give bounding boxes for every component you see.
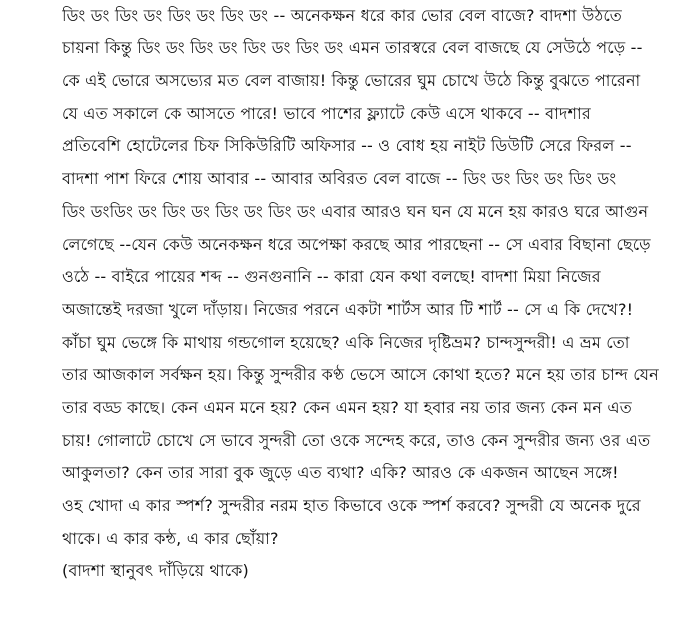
text-line-11: কাঁচা ঘুম ভেঙ্গে কি মাথায় গন্ডগোল হয়েছে? একি নিজের দৃষ্টিভ্রম? চান্দসুন্দরী! এ ভ্রম তো bbox=[62, 333, 630, 352]
text-line-10: অজান্তেই দরজা খুলে দাঁড়ায়। নিজের পরনে একটা শার্টস আর টি শার্ট -- সে এ কি দেখে?! bbox=[62, 300, 634, 319]
text-line-8: লেগেছে --যেন কেউ অনেকক্ষন ধরে অপেক্ষা করছে আর পারছেনা -- সে এবার বিছানা ছেড়ে bbox=[62, 235, 651, 254]
text-line-5: প্রতিবেশি হোটেলের চিফ সিকিউরিটি অফিসার -- ও বোধ হয় নাইট ডিউটি সেরে ফিরল -- bbox=[62, 136, 632, 155]
text-line-9: ওঠে -- বাইরে পায়ের শব্দ -- গুনগুনানি -- কারা যেন কথা বলছে! বাদশা মিয়া নিজের bbox=[62, 267, 601, 286]
text-line-18: (বাদশা স্থানুবৎ দাঁড়িয়ে থাকে) bbox=[62, 561, 249, 580]
text-line-16: ওহ খোদা এ কার স্পর্শ? সুন্দরীর নরম হাত কিভাবে ওকে স্পর্শ করবে? সুন্দরী যে অনেক দুরে bbox=[62, 496, 641, 515]
text-line-13: তার বড্ড কাছে। কেন এমন মনে হয়? কেন এমন হয়? যা হবার নয় তার জন্য কেন মন এত bbox=[62, 398, 632, 417]
text-line-1: ডিং ডং ডিং ডং ডিং ডং ডিং ডং -- অনেকক্ষন ধরে কার ভোর বেল বাজে? বাদশা উঠতে bbox=[62, 6, 622, 25]
text-line-2: চায়না কিন্তু ডিং ডং ডিং ডং ডিং ডং ডিং ডং এমন তারস্বরে বেল বাজছে যে সেউঠে পড়ে -- bbox=[62, 38, 643, 57]
text-line-4: যে এত সকালে কে আসতে পারে! ভাবে পাশের ফ্ল্যাটে কেউ এসে থাকবে -- বাদশার bbox=[62, 104, 591, 123]
text-line-12: তার আজকাল সর্বক্ষন হয়। কিন্তু সুন্দরীর কণ্ঠ ভেসে আসে কোথা হতে? মনে হয় তার চান্দ যেন bbox=[62, 365, 659, 384]
text-line-3: কে এই ভোরে অসভ্যের মত বেল বাজায়! কিন্তু ভোরের ঘুম চোখে উঠে কিন্তু বুঝতে পারেনা bbox=[62, 71, 641, 90]
text-line-7: ডিং ডংডিং ডং ডিং ডং ডিং ডং ডিং ডং এবার আরও ঘন ঘন যে মনে হয় কারও ঘরে আগুন bbox=[62, 202, 649, 221]
text-line-17: থাকে। এ কার কন্ঠ, এ কার ছোঁয়া? bbox=[62, 529, 279, 548]
text-line-15: আকুলতা? কেন তার সারা বুক জুড়ে এত ব্যথা? একি? আরও কে একজন আছেন সঙ্গে! bbox=[62, 463, 619, 482]
text-line-6: বাদশা পাশ ফিরে শোয় আবার -- আবার অবিরত বেল বাজে -- ডিং ডং ডিং ডং ডিং ডং bbox=[62, 169, 617, 188]
text-line-14: চায়! গোলাটে চোখে সে ভাবে সুন্দরী তো ওকে সন্দেহ করে, তাও কেন সুন্দরীর জন্য ওর এত bbox=[62, 431, 651, 450]
